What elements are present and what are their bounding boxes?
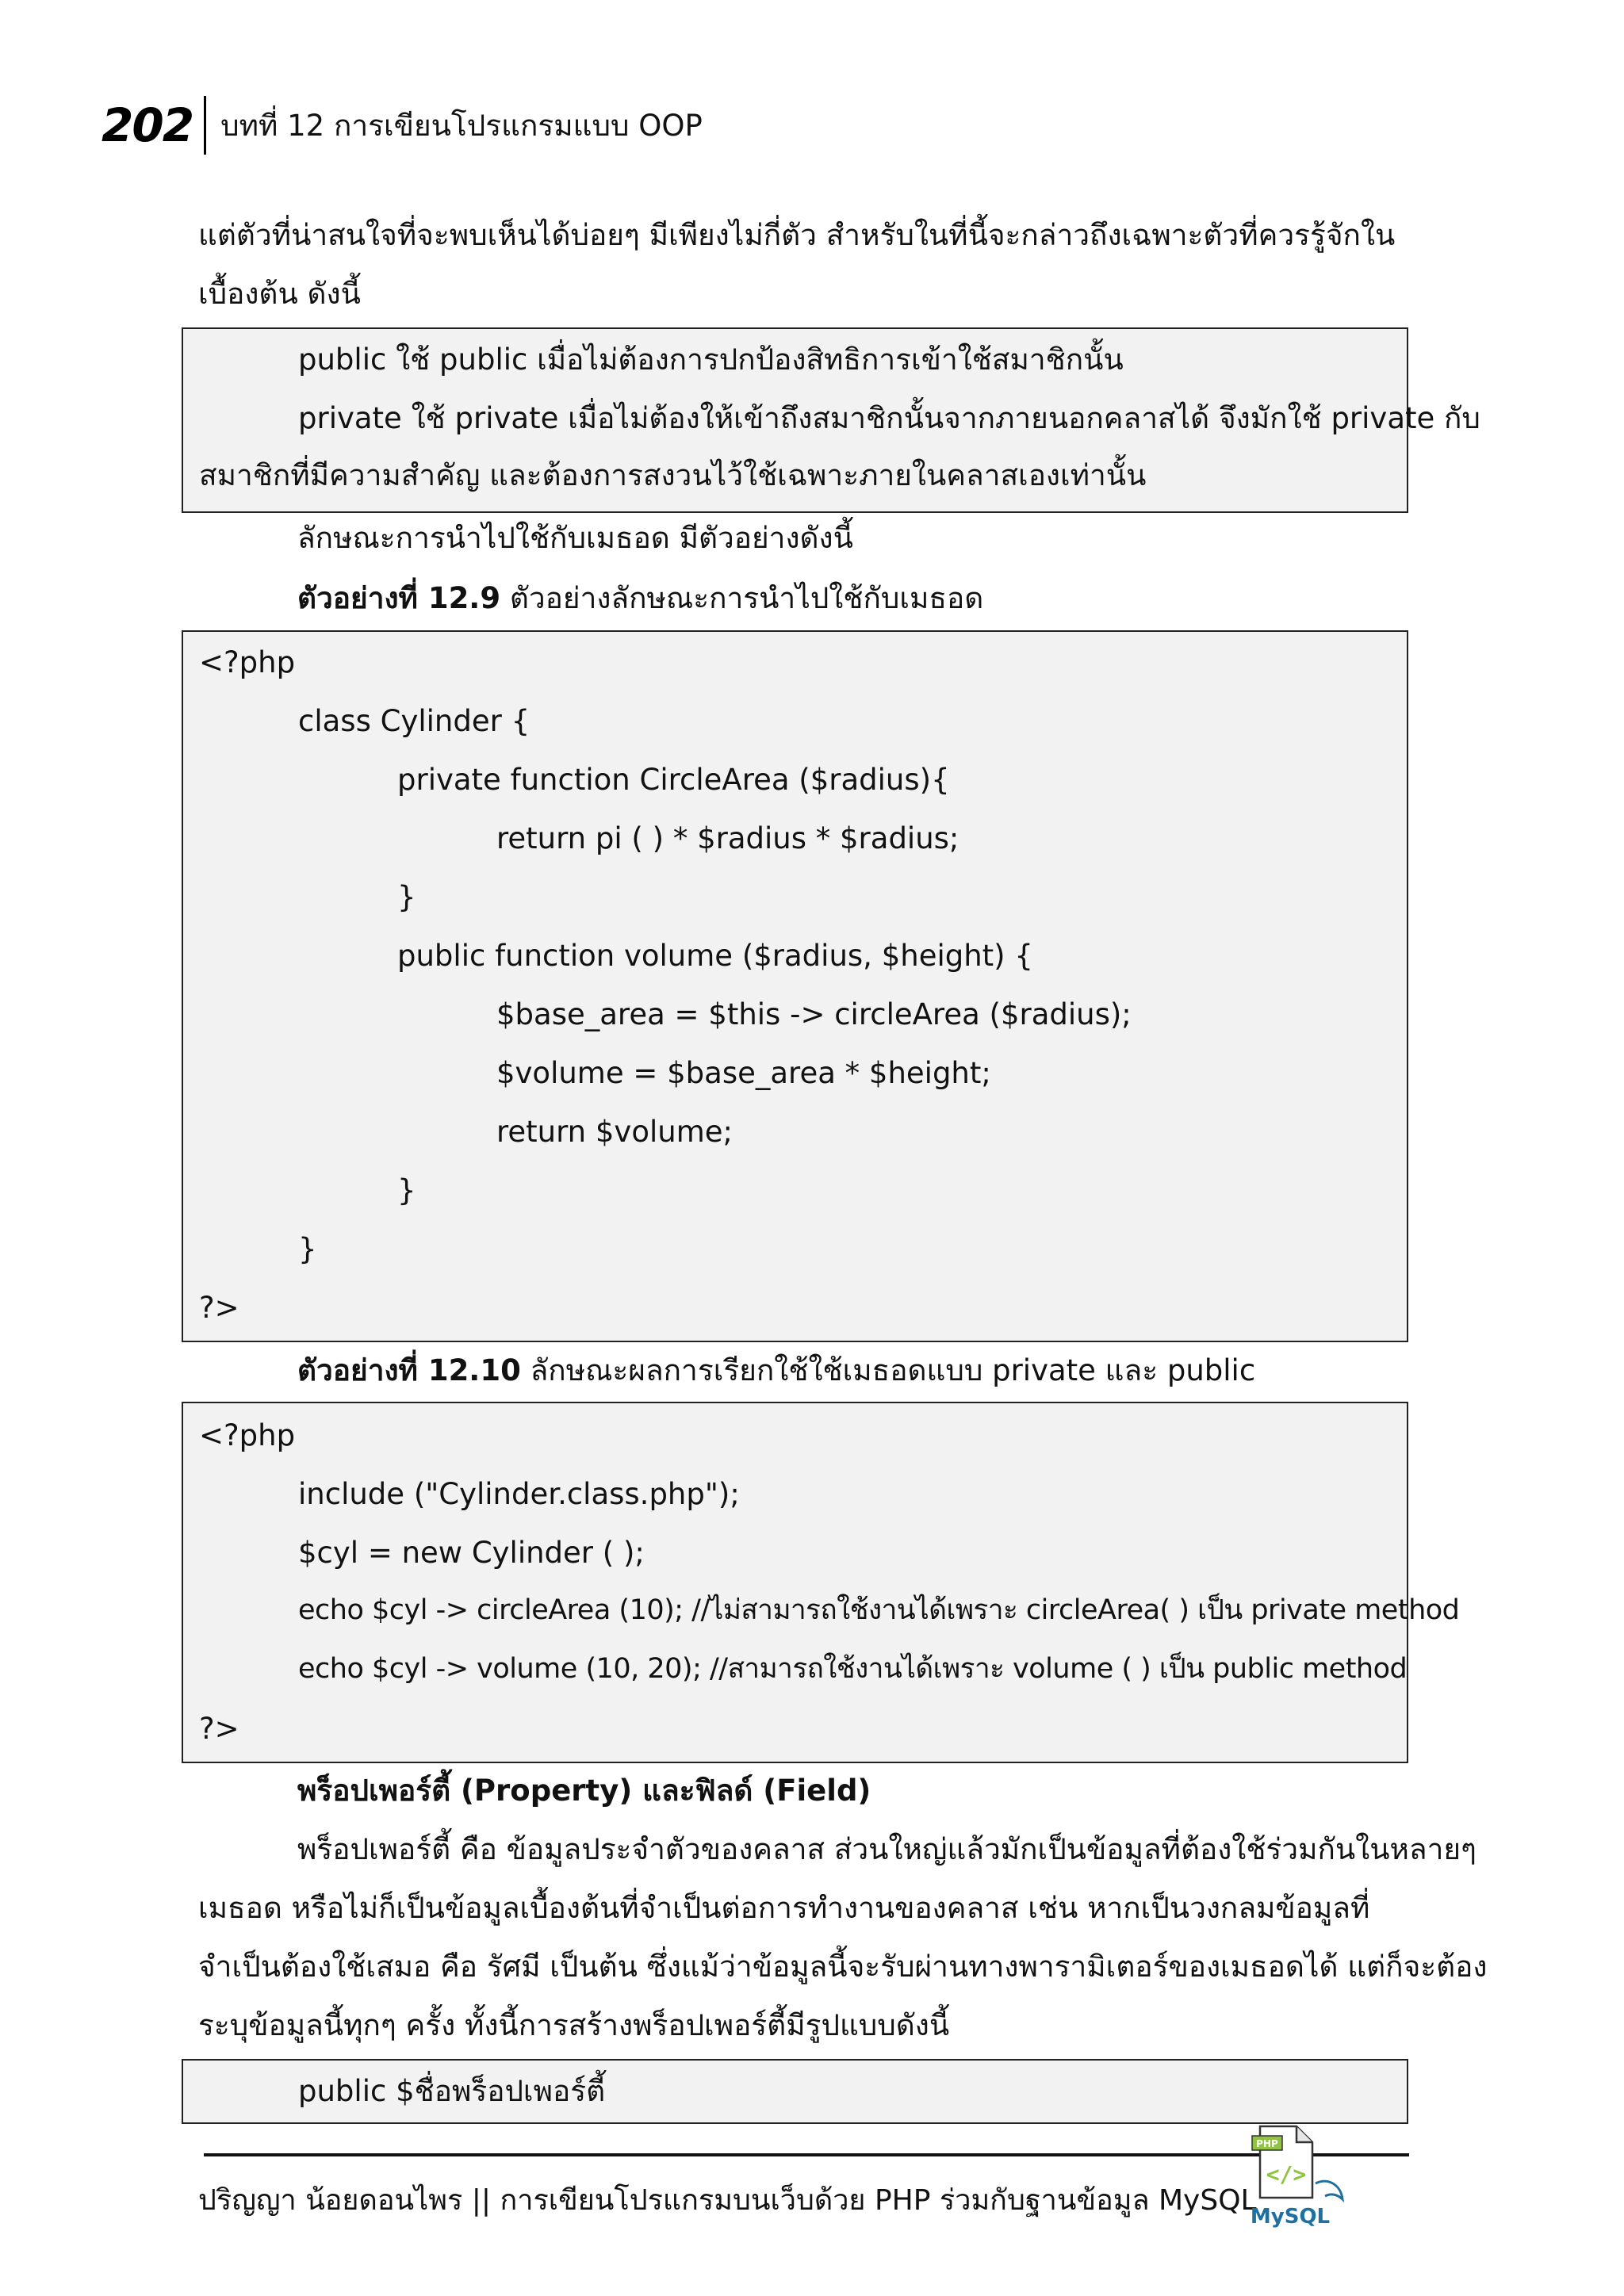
code-line: class Cylinder { [298,704,530,738]
code-line: ?> [199,1291,239,1325]
example-label: ตัวอย่างที่ 12.10 [297,1353,521,1387]
private-modifier-line: private ใช้ private เมื่อไม่ต้องให้เข้าถึงสมาชิกนั้นจากภายนอกคลาสได้ จึงมักใช้ private กับ [298,401,1480,435]
example-caption-text: ลักษณะผลการเรียกใช้ใช้เมธอดแบบ private และ public [520,1353,1256,1387]
code-box-12-10 [182,1402,1460,1763]
code-line: ?> [199,1712,239,1746]
code-line: $cyl = new Cylinder ( ); [298,1536,645,1570]
code-line: return $volume; [496,1115,733,1149]
code-line: $volume = $base_area * $height; [496,1056,991,1090]
logo-code-glyph: </> [1266,2161,1307,2187]
page-number: 202 [102,98,193,152]
code-box-12-9 [182,630,1408,1342]
intro-line: แต่ตัวที่น่าสนใจที่จะพบเห็นได้บ่อยๆ มีเพียงไม่กี่ตัว สำหรับในที่นี้จะกล่าวถึงเฉพาะตัวที่ควรรู้จักใน [198,218,1396,252]
example-caption [297,1353,1256,1387]
logo-mysql-label: MySQL [1250,2205,1331,2229]
header-divider [204,96,206,155]
paragraph-line: ระบุข้อมูลนี้ทุกๆ ครั้ง ทั้งนี้การสร้างพร็อปเพอร์ตี้มีรูปแบบดังนี้ [198,2008,950,2042]
code-line: private function CircleArea ($radius){ [397,763,950,797]
page-header [102,94,703,157]
code-line: echo $cyl -> circleArea (10); //ไม่สามารถใช้งานได้เพราะ circleArea( ) เป็น private method [298,1594,1460,1626]
code-line: <?php [199,1418,296,1452]
footer-rule [204,2153,1409,2156]
paragraph-line: เมธอด หรือไม่ก็เป็นข้อมูลเบื้องต้นที่จำเป็นต่อการทำงานของคลาส เช่น หากเป็นวงกลมข้อมูลที่ [198,1891,1370,1925]
footer-text: ปริญญา น้อยดอนไพร || การเขียนโปรแกรมบนเว็บด้วย PHP ร่วมกับฐานข้อมูล MySQL [198,2184,1257,2217]
method-usage-text: ลักษณะการนำไปใช้กับเมธอด มีตัวอย่างดังนี้ [297,521,853,555]
intro-line: เบื้องต้น ดังนี้ [198,277,361,311]
chapter-title: บทที่ 12 การเขียนโปรแกรมแบบ OOP [220,108,703,143]
access-modifiers-box [182,327,1480,513]
example-caption [297,581,984,615]
property-syntax: public $ชื่อพร็อปเพอร์ตี้ [298,2074,606,2108]
code-line: public function volume ($radius, $height) { [397,939,1033,973]
paragraph-line: พร็อปเพอร์ตี้ คือ ข้อมูลประจำตัวของคลาส ส่วนใหญ่แล้วมักเป็นข้อมูลที่ต้องใช้ร่วมกันในหลายๆ [297,1832,1477,1866]
public-modifier-line: public ใช้ public เมื่อไม่ต้องการปกป้องสิทธิการเข้าใช้สมาชิกนั้น [298,342,1124,377]
code-line: } [397,880,416,914]
code-line: $base_area = $this -> circleArea ($radius); [496,997,1132,1031]
section-heading: พร็อปเพอร์ตี้ (Property) และฟิลด์ (Field) [297,1774,871,1808]
code-line: return pi ( ) * $radius * $radius; [496,821,959,855]
code-line: include ("Cylinder.class.php"); [298,1477,740,1511]
logo-php-label: PHP [1256,2138,1278,2149]
code-line: } [298,1232,317,1266]
code-line: } [397,1173,416,1207]
code-line: echo $cyl -> volume (10, 20); //สามารถใช้งานได้เพราะ volume ( ) เป็น public method [298,1653,1408,1685]
property-syntax-box [182,2059,1408,2124]
example-caption-text: ตัวอย่างลักษณะการนำไปใช้กับเมธอด [500,581,984,615]
code-line: <?php [199,645,296,679]
private-modifier-line: สมาชิกที่มีความสำคัญ และต้องการสงวนไว้ใช้เฉพาะภายในคลาสเองเท่านั้น [199,458,1147,492]
php-mysql-logo [1249,2125,1368,2232]
php-file-icon [1249,2125,1368,2232]
example-label: ตัวอย่างที่ 12.9 [297,581,501,615]
paragraph-line: จำเป็นต้องใช้เสมอ คือ รัศมี เป็นต้น ซึ่งแม้ว่าข้อมูลนี้จะรับผ่านทางพารามิเตอร์ของเมธอดได้ แต่ก็จะต้อง [198,1950,1488,1984]
